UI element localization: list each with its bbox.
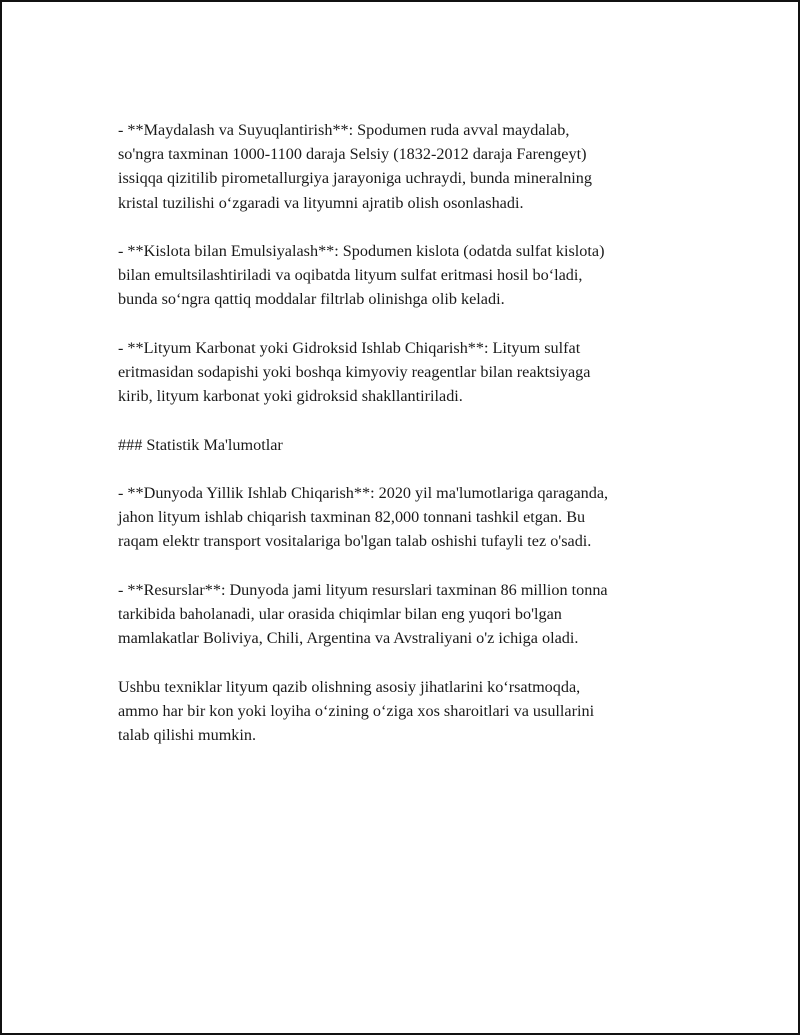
text-line: - **Kislota bilan Emulsiyalash**: Spodumen kislota (odatda sulfat kislota) bbox=[118, 242, 605, 260]
text-line: kirib, lityum karbonat yoki gidroksid shakllantiriladi. bbox=[118, 387, 463, 406]
paragraph-maydalash bbox=[118, 118, 698, 215]
text-line: Ushbu texniklar lityum qazib olishning asosiy jihatlarini ko‘rsatmoqda, bbox=[118, 677, 581, 696]
text-line: eritmasidan sodapishi yoki boshqa kimyoviy reagentlar bilan reaktsiyaga bbox=[118, 363, 591, 381]
paragraph-conclusion bbox=[118, 675, 698, 748]
text-line: - **Dunyoda Yillik Ishlab Chiqarish**: 2020 yil ma'lumotlariga qaraganda, bbox=[118, 483, 609, 502]
text-line: jahon lityum ishlab chiqarish taxminan 82,000 tonnani tashkil etgan. Bu bbox=[118, 508, 586, 527]
text-line: so'ngra taxminan 1000-1100 daraja Selsiy (1832-2012 daraja Farengeyt) bbox=[118, 145, 587, 164]
text-line: issiqqa qizitilib pirometallurgiya jarayoniga uchraydi, bunda mineralning bbox=[118, 169, 592, 188]
text-line: ammo har bir kon yoki loyiha o‘zining o‘ziga xos sharoitlari va usullarini bbox=[118, 701, 595, 720]
paragraph-kislota bbox=[118, 239, 698, 312]
paragraph-resurslar bbox=[118, 578, 698, 651]
text-line: - **Maydalash va Suyuqlantirish**: Spodumen ruda avval maydalab, bbox=[118, 121, 570, 139]
text-line: tarkibida baholanadi, ular orasida chiqimlar bilan eng yuqori bo'lgan bbox=[118, 604, 562, 623]
text-line: mamlakatlar Boliviya, Chili, Argentina va Avstraliyani o'z ichiga oladi. bbox=[118, 629, 579, 648]
text-line: bunda so‘ngra qattiq moddalar filtrlab olinishga olib keladi. bbox=[118, 290, 505, 309]
paragraph-lityum-karbonat bbox=[118, 336, 698, 409]
text-line: talab qilishi mumkin. bbox=[118, 725, 257, 744]
text-line: ### Statistik Ma'lumotlar bbox=[118, 435, 283, 454]
text-line: bilan emultsilashtiriladi va oqibatda lityum sulfat eritmasi hosil bo‘ladi, bbox=[118, 266, 583, 285]
text-line: raqam elektr transport vositalariga bo'lgan talab oshishi tufayli tez o'sadi. bbox=[118, 532, 592, 551]
text-line: - **Resurslar**: Dunyoda jami lityum resurslari taxminan 86 million tonna bbox=[118, 580, 608, 599]
document-body bbox=[118, 118, 698, 771]
text-line: - **Lityum Karbonat yoki Gidroksid Ishlab Chiqarish**: Lityum sulfat bbox=[118, 338, 581, 357]
section-heading-statistik bbox=[118, 433, 698, 457]
paragraph-yillik-ishlab-chiqarish bbox=[118, 481, 698, 554]
text-line: kristal tuzilishi o‘zgaradi va lityumni ajratib olish osonlashadi. bbox=[118, 193, 524, 212]
